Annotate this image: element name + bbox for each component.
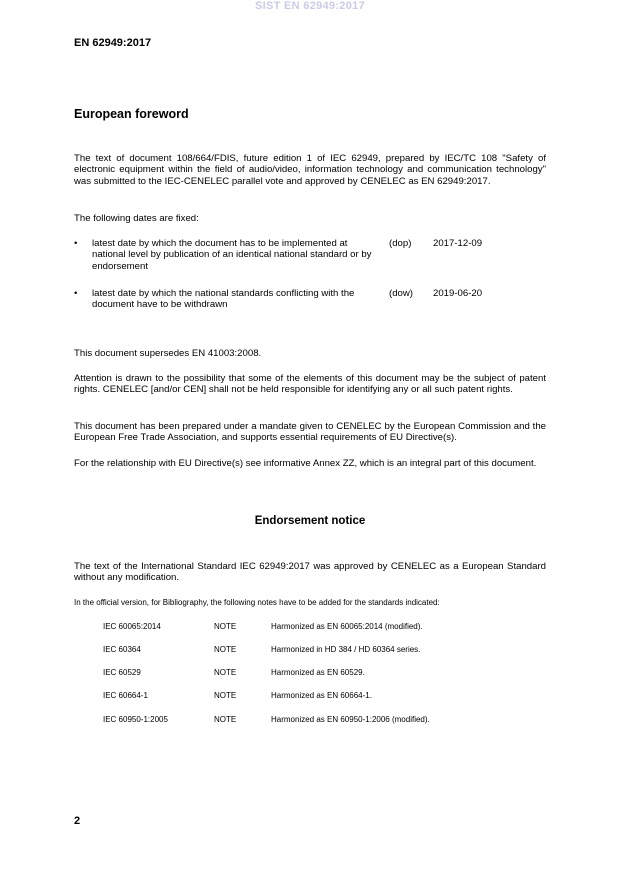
bibliography-note-row: [103, 691, 503, 702]
bullet-code: (dop): [389, 238, 412, 249]
bullet-icon: •: [74, 288, 78, 299]
bullet-date: 2017-12-09: [433, 238, 483, 249]
foreword-heading: European foreword: [74, 107, 189, 121]
note-text: Harmonized as EN 60529.: [271, 668, 365, 677]
official-version-note: In the official version, for Bibliography, the following notes have to be added for the standards indicated:: [74, 598, 440, 607]
note-label: NOTE: [214, 622, 237, 631]
note-standard: IEC 60664-1: [103, 691, 148, 700]
bullet-text: latest date by which the national standards conflicting with the document have to be withdrawn: [92, 288, 355, 311]
note-label: NOTE: [214, 668, 237, 677]
note-text: Harmonized as EN 60065:2014 (modified).: [271, 622, 423, 631]
endorsement-text: The text of the International Standard IEC 62949:2017 was approved by CENELEC as a European Standard without any modification.: [74, 561, 546, 584]
note-standard: IEC 60364: [103, 645, 141, 654]
note-standard: IEC 60950-1:2005: [103, 715, 168, 724]
mandate-paragraph: This document has been prepared under a mandate given to CENELEC by the European Commission and the European Free Trade Association, and supports essential requirements of EU Directive(s).: [74, 421, 546, 444]
bullet-icon: •: [74, 238, 78, 249]
patent-attention-paragraph: Attention is drawn to the possibility that some of the elements of this document may be the subject of patent rights. CENELEC [and/or CEN] shall not be held responsible for identifying any or all such patent rights.: [74, 373, 546, 396]
note-label: NOTE: [214, 691, 237, 700]
bibliography-note-row: [103, 645, 503, 656]
bullet-code: (dow): [389, 288, 413, 299]
bibliography-note-row: [103, 622, 503, 633]
bibliography-note-row: [103, 668, 503, 679]
bibliography-note-row: [103, 715, 503, 726]
dates-intro: The following dates are fixed:: [74, 213, 199, 224]
supersedes-paragraph: This document supersedes EN 41003:2008.: [74, 348, 262, 359]
date-bullet-dop: [74, 238, 546, 274]
note-text: Harmonized as EN 60664-1.: [271, 691, 372, 700]
date-bullet-dow: [74, 288, 546, 312]
note-text: Harmonized in HD 384 / HD 60364 series.: [271, 645, 421, 654]
bullet-text: latest date by which the document has to be implemented at national level by publication of an identical national standard or by endorsement: [92, 238, 372, 272]
note-standard: IEC 60065:2014: [103, 622, 161, 631]
note-text: Harmonized as EN 60950-1:2006 (modified).: [271, 715, 430, 724]
note-label: NOTE: [214, 715, 237, 724]
endorsement-heading: Endorsement notice: [254, 515, 366, 527]
relationship-paragraph: For the relationship with EU Directive(s) see informative Annex ZZ, which is an integral part of this document.: [74, 458, 537, 469]
bullet-date: 2019-06-20: [433, 288, 483, 299]
note-standard: IEC 60529: [103, 668, 141, 677]
page-number: 2: [74, 815, 81, 827]
foreword-intro-paragraph: The text of document 108/664/FDIS, future edition 1 of IEC 62949, prepared by IEC/TC 108 "Safety of electronic equipment within the field of audio/video, information technology and communication technology" was submitted to the IEC-CENELEC parallel vote and approved by CENELEC as EN 62949:2017.: [74, 153, 546, 187]
document-id-header: EN 62949:2017: [74, 37, 152, 49]
watermark: SIST EN 62949:2017: [255, 0, 365, 12]
note-label: NOTE: [214, 645, 237, 654]
